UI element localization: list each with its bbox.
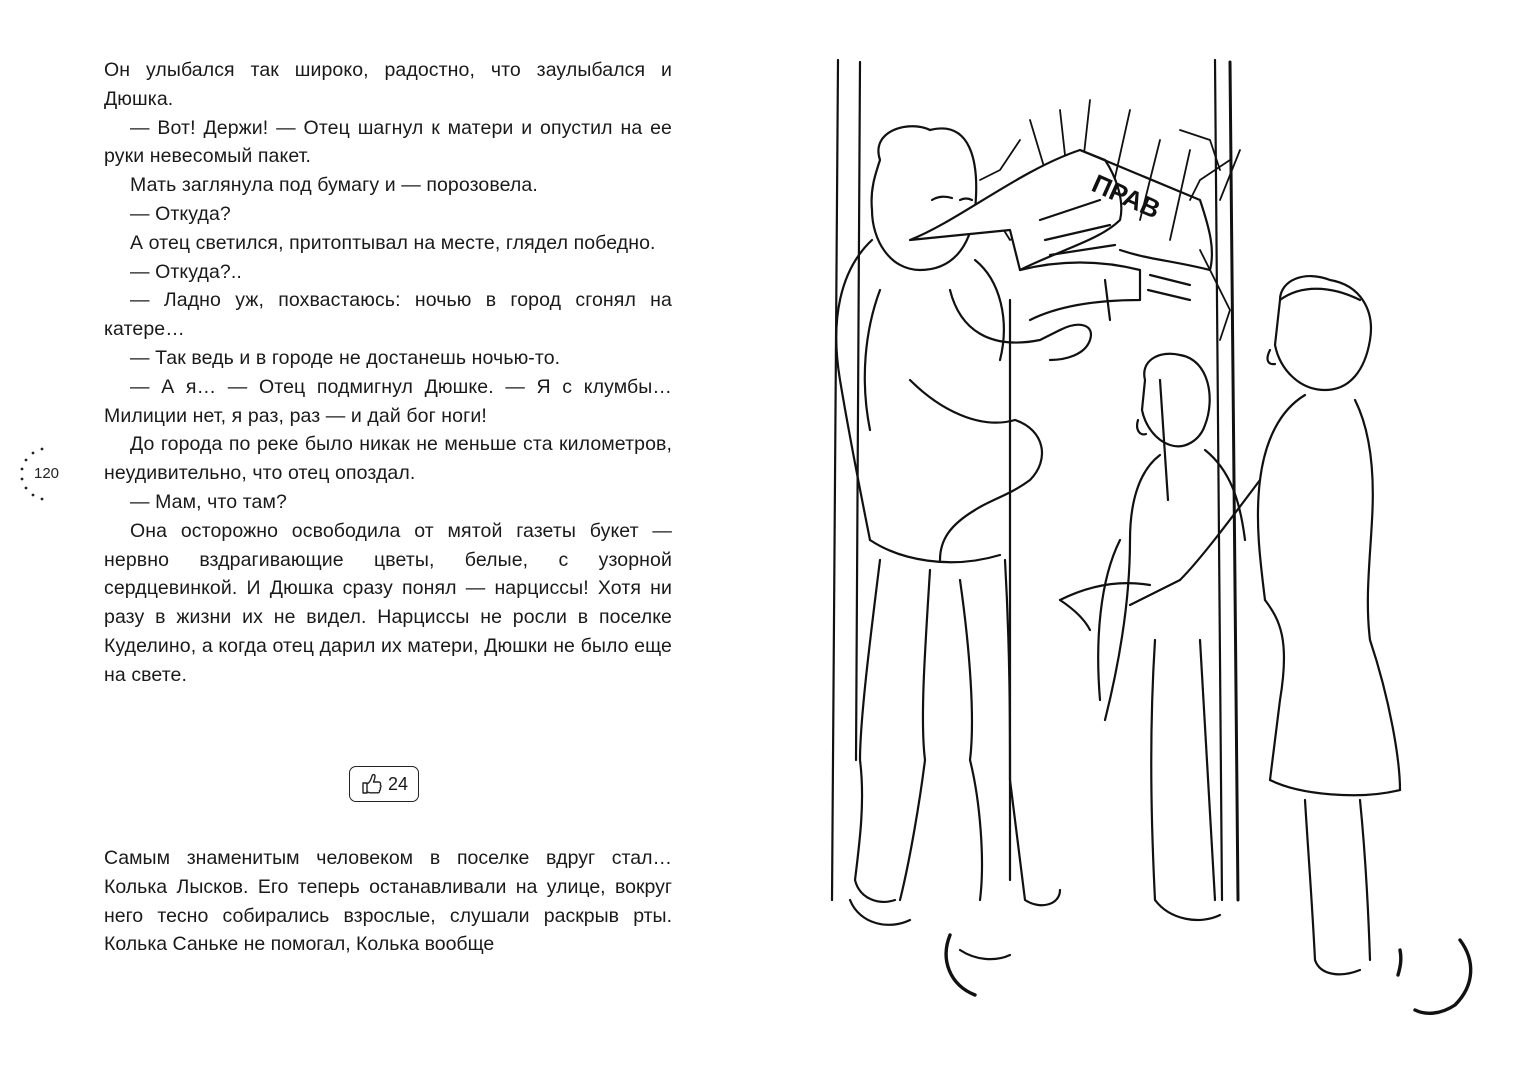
paragraph: — А я… — Отец подмигнул Дюшке. — Я с клумбы… Милиции нет, я раз, раз — и дай бог ноги!	[104, 375, 672, 427]
page-number: 120	[34, 465, 60, 482]
page-number-ornament	[18, 446, 74, 502]
section-text	[104, 844, 672, 959]
paragraph: Самым знаменитым человеком в поселке вдруг стал… Колька Лысков. Его теперь останавливали на улице, вокруг него тесно собирались взрослые, слушали раскрыв рты. Колька Саньке не помогал, Колька вообще	[104, 847, 672, 956]
thumbs-up-icon	[360, 773, 384, 795]
ground-strokes	[946, 935, 1471, 1013]
paragraph: — Так ведь и в городе не достанешь ночью-то.	[130, 346, 561, 369]
section-marker	[349, 766, 419, 802]
ink-illustration	[760, 0, 1513, 1080]
main-text	[104, 56, 672, 690]
paragraph: — Откуда?..	[130, 260, 242, 283]
paragraph: Мать заглянула под бумагу и — порозовела.	[130, 174, 538, 197]
right-page	[760, 0, 1513, 1080]
paragraph: — Вот! Держи! — Отец шагнул к матери и опустил на ее руки невесомый пакет.	[104, 116, 672, 168]
paragraph: — Ладно уж, похвастаюсь: ночью в город сгонял на катере…	[104, 289, 672, 341]
paragraph: Она осторожно освободила от мятой газеты букет — нервно вздрагивающие цветы, белые, с узорной сердцевинкой. И Дюшка сразу понял — нарциссы! Хотя ни разу в жизни их не видел. Нарциссы не росли в поселке Куделино, а когда отец дарил их матери, Дюшки не было еще на свете.	[104, 519, 672, 686]
father-figure	[836, 126, 1212, 959]
section-number: 24	[387, 773, 409, 794]
paragraph: — Мам, что там?	[130, 490, 287, 513]
paragraph: — Откуда?	[130, 202, 231, 225]
newspaper-headline: ПРАВ	[1087, 168, 1165, 225]
paragraph: До города по реке было никак не меньше ста километров, неудивительно, что отец опоздал.	[104, 433, 672, 485]
mother-figure	[1130, 276, 1400, 974]
paragraph: Он улыбался так широко, радостно, что заулыбался и Дюшка.	[104, 59, 672, 110]
paragraph: А отец светился, притоптывал на месте, глядел победно.	[130, 231, 656, 254]
